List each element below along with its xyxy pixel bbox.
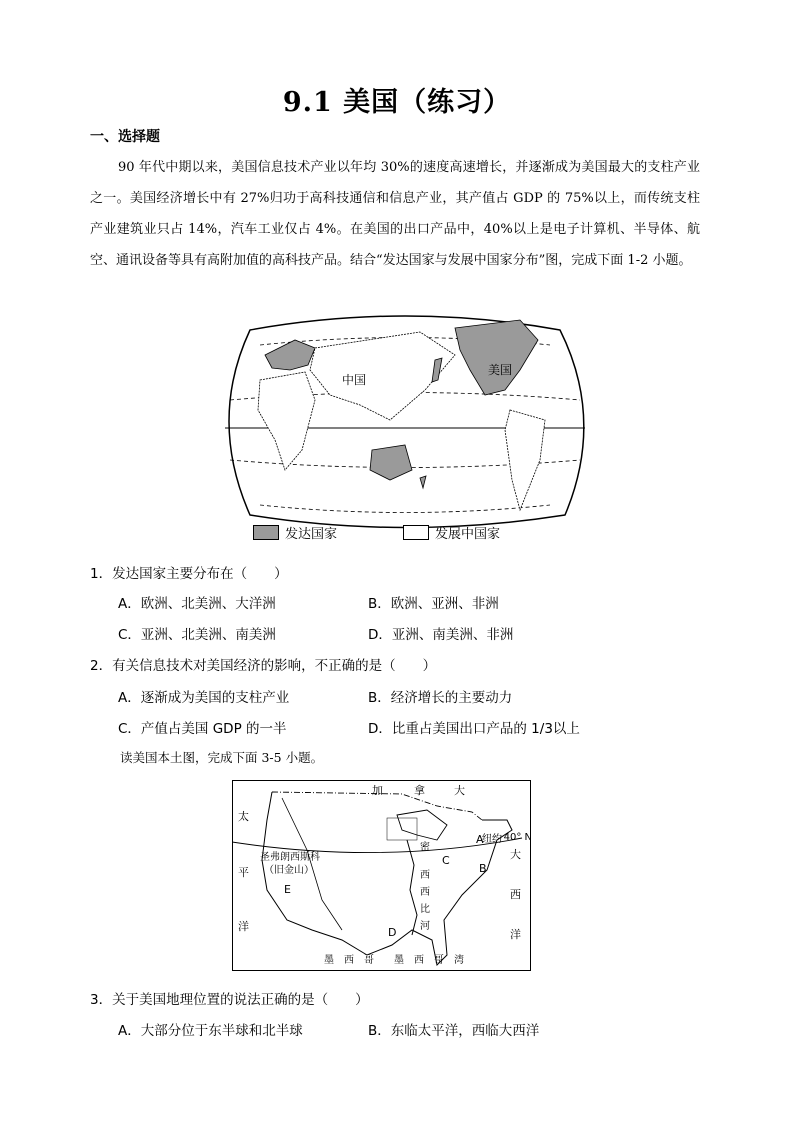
gulf-char-6: 哥 [434, 955, 444, 966]
question-3-option-a[interactable]: A．大部分位于东半球和北半球 [118, 1023, 303, 1039]
question-2-option-d[interactable]: D．比重占美国出口产品的 1/3以上 [368, 721, 580, 737]
intro-text: 90 年代中期以来，美国信息技术产业以年均 30%的速度高速增长，并逐渐成为美国最大的支柱产业之一。美国经济增长中有 27%归功于高科技通信和信息产业，其产值占 GDP 的 75%以上，而传统支柱产业建筑业只占 14%，汽车工业仅占 4%。在美国的出口产品中，40%以上是电子计算机、半导体、航空、通讯设备等具有高附加值的高科技产品。结合“发达国家与发展中国家分布”图，完成下面 1-2 小题。 [90, 160, 700, 268]
lat-label: 40° N [503, 832, 532, 843]
point-b: B [479, 862, 487, 875]
gulf-char-7: 湾 [454, 955, 464, 966]
legend-swatch-developed [253, 525, 279, 540]
atlantic-char-3: 洋 [510, 928, 521, 941]
atlantic-char-2: 西 [510, 888, 521, 901]
label-usa: 美国 [488, 363, 513, 377]
sf-label: 圣弗朗西斯科 [260, 852, 320, 863]
section-heading: 一、选择题 [90, 129, 160, 145]
gulf-char-3: 哥 [364, 955, 374, 966]
question-3-option-b[interactable]: B．东临太平洋，西临大西洋 [368, 1023, 540, 1039]
question-2-option-c[interactable]: C．产值占美国 GDP 的一半 [118, 721, 287, 737]
question-2-option-a[interactable]: A．逐渐成为美国的支柱产业 [118, 690, 290, 706]
page-title: 9.1 美国（练习） [282, 87, 512, 118]
question-1-option-b[interactable]: B．欧洲、亚洲、非洲 [368, 596, 499, 612]
gulf-char-1: 墨 [324, 955, 334, 966]
world-map [220, 310, 590, 550]
point-a: A [476, 833, 484, 846]
point-c: C [442, 854, 450, 867]
point-e: E [284, 883, 291, 896]
question-2-stem: 2．有关信息技术对美国经济的影响，不正确的是（ ） [90, 658, 437, 674]
label-china: 中国 [342, 373, 367, 387]
canada-char-1: 加 [372, 784, 383, 797]
river-char-3: 西 [420, 887, 430, 898]
question-1-option-c[interactable]: C．亚洲、北美洲、南美洲 [118, 627, 276, 643]
question-2-option-b[interactable]: B．经济增长的主要动力 [368, 690, 513, 706]
atlantic-char-1: 大 [510, 848, 521, 861]
canada-char-3: 大 [454, 784, 465, 797]
question-3-stem: 3．关于美国地理位置的说法正确的是（ ） [90, 992, 369, 1008]
legend-swatch-developing [403, 525, 429, 540]
question-1-option-d[interactable]: D．亚洲、南美洲、非洲 [368, 627, 514, 643]
pacific-char-1: 太 [238, 810, 249, 823]
us-map [232, 780, 532, 972]
map-note: 读美国本土图，完成下面 3-5 小题。 [120, 750, 324, 765]
gulf-char-4: 墨 [394, 955, 404, 966]
canada-char-2: 拿 [414, 784, 425, 797]
question-1-option-a[interactable]: A．欧洲、北美洲、大洋洲 [118, 596, 276, 612]
legend-label-developing: 发展中国家 [435, 527, 501, 542]
river-char-2: 西 [420, 870, 430, 881]
intro-paragraph [90, 152, 700, 276]
question-1-stem: 1．发达国家主要分布在（ ） [90, 566, 288, 582]
sf-old-label: （旧金山） [264, 865, 314, 876]
pacific-char-2: 平 [238, 866, 249, 879]
gulf-char-2: 西 [344, 955, 354, 966]
pacific-char-3: 洋 [238, 920, 249, 933]
gulf-char-5: 西 [414, 955, 424, 966]
river-char-4: 比 [420, 904, 430, 915]
point-d: D [388, 926, 397, 939]
river-char-1: 密 [420, 842, 430, 853]
map-legend [253, 522, 553, 542]
newyork-label: 纽约 [482, 834, 502, 845]
legend-label-developed: 发达国家 [285, 527, 338, 542]
river-char-5: 河 [420, 921, 430, 932]
